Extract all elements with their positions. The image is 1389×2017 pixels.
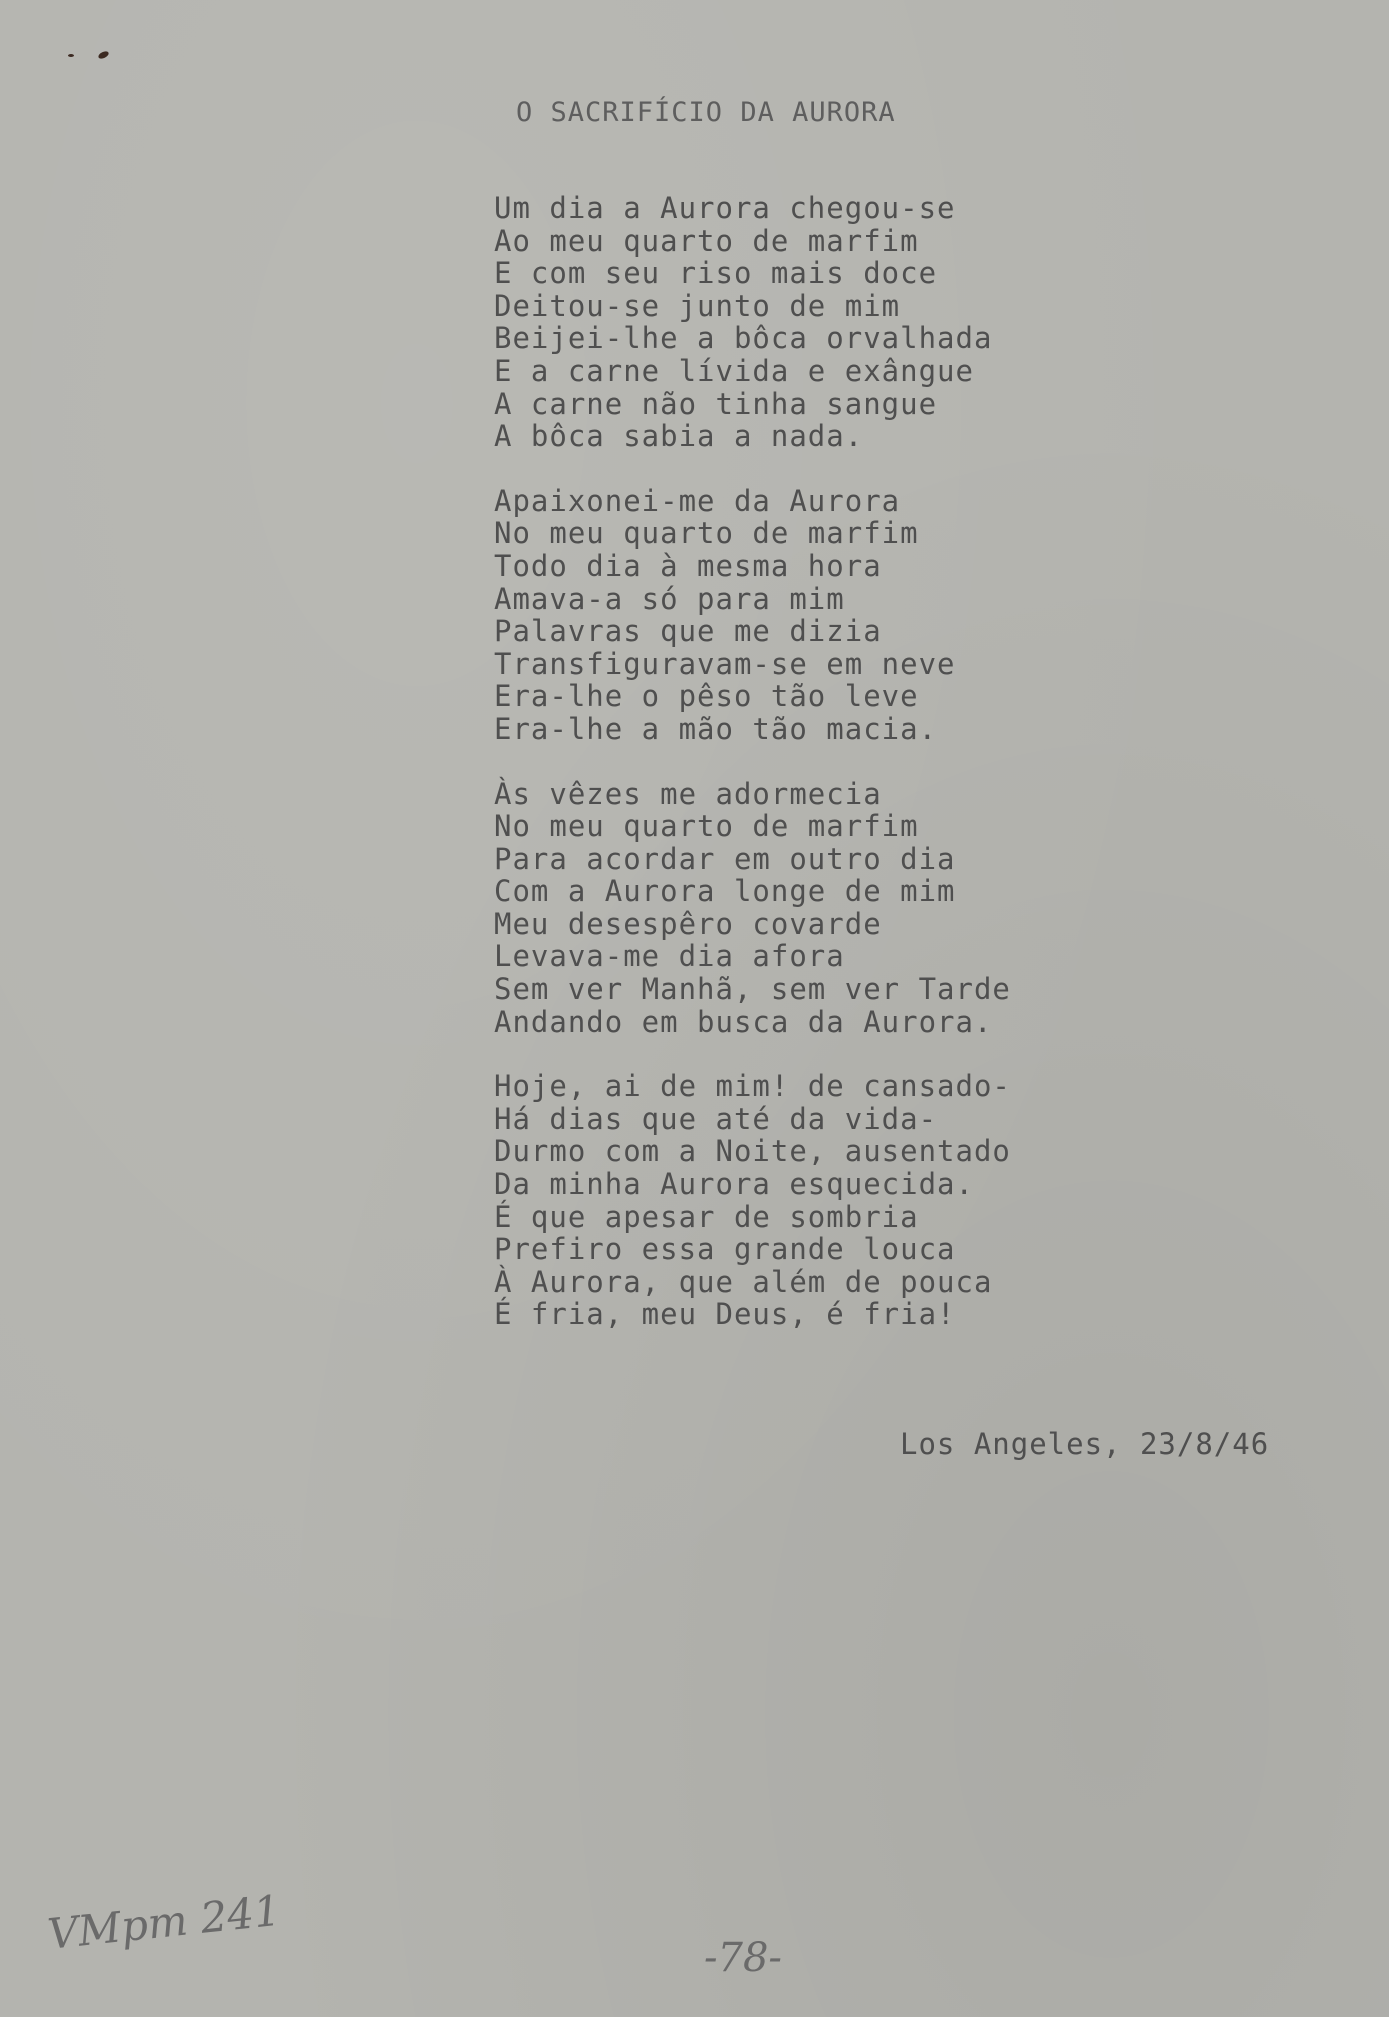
ink-speck [97, 50, 110, 60]
poem-line: Da minha Aurora esquecida. [494, 1167, 974, 1202]
poem-line: A bôca sabia a nada. [494, 419, 864, 454]
poem-line: Sem ver Manhã, sem ver Tarde [494, 972, 1011, 1007]
poem-line: Um dia a Aurora chegou-se [494, 191, 956, 225]
poem-line: No meu quarto de marfim [494, 809, 919, 844]
poem-line: Deitou-se junto de mim [494, 288, 901, 323]
poem-line: A carne não tinha sangue [494, 386, 938, 421]
poem-line: Era-lhe o pêso tão leve [494, 679, 919, 714]
poem-line: E com seu riso mais doce [494, 256, 938, 291]
poem-line: Todo dia à mesma hora [494, 548, 882, 583]
poem-line: Levava-me dia afora [494, 939, 845, 974]
handwritten-page-number: -78- [704, 1935, 782, 1981]
poem-line: Há dias que até da vida- [494, 1101, 938, 1136]
poem-title: O SACRIFÍCIO DA AURORA [516, 97, 896, 128]
handwritten-catalog-note: VMpm 241 [45, 1885, 283, 1959]
place-and-date: Los Angeles, 23/8/46 [900, 1427, 1270, 1461]
poem-line: É fria, meu Deus, é fria! [494, 1297, 956, 1332]
poem-line: Ao meu quarto de marfim [494, 223, 919, 258]
poem-line: Com a Aurora longe de mim [494, 874, 956, 909]
poem-line: E a carne lívida e exângue [494, 353, 974, 388]
stanza-1 [494, 192, 1094, 453]
poem-line: Às vêzes me adormecia [494, 776, 882, 811]
poem-line: À Aurora, que além de pouca [494, 1264, 993, 1299]
poem-line: No meu quarto de marfim [494, 516, 919, 551]
ink-speck [68, 54, 74, 57]
poem-line: Apaixonei-me da Aurora [494, 483, 901, 518]
poem-line: Beijei-lhe a bôca orvalhada [494, 321, 993, 356]
poem-line: Amava-a só para mim [494, 581, 845, 616]
poem-line: Durmo com a Noite, ausentado [494, 1134, 1011, 1169]
poem-line: Prefiro essa grande louca [494, 1232, 956, 1267]
stanza-3 [494, 778, 1094, 1039]
poem-line: Palavras que me dizia [494, 614, 882, 649]
poem-line: Meu desespêro covarde [494, 906, 882, 941]
poem-line: É que apesar de sombria [494, 1199, 919, 1234]
poem-line: Andando em busca da Aurora. [494, 1004, 993, 1039]
poem-line: Para acordar em outro dia [494, 841, 956, 876]
stanza-2 [494, 485, 1094, 746]
stanza-4 [494, 1070, 1094, 1331]
poem-line: Transfiguravam-se em neve [494, 646, 956, 681]
poem-body [494, 192, 1094, 1363]
poem-line: Hoje, ai de mim! de cansado- [494, 1069, 1011, 1104]
poem-line: Era-lhe a mão tão macia. [494, 711, 938, 746]
